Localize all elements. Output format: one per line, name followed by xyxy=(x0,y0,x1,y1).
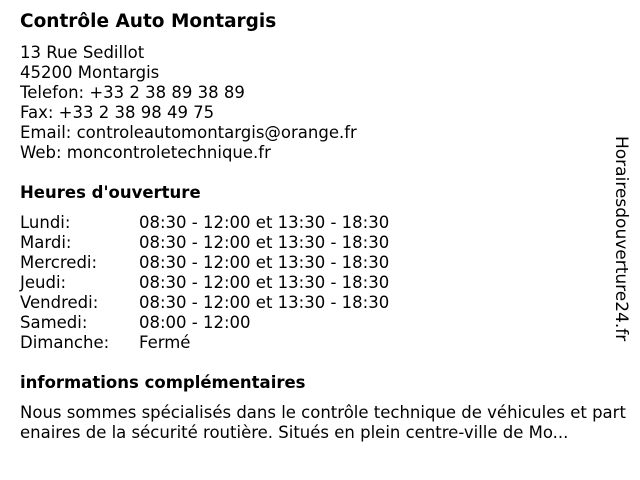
fax-line: Fax: +33 2 38 98 49 75 xyxy=(20,103,215,122)
address-city: 45200 Montargis xyxy=(20,63,160,82)
address-street: 13 Rue Sedillot xyxy=(20,43,145,62)
business-card xyxy=(20,10,630,443)
hours-row-sunday xyxy=(20,333,630,353)
hours-time-value: Fermé xyxy=(139,333,191,352)
hours-day-label: Jeudi: xyxy=(20,273,67,292)
hours-time-value: 08:00 - 12:00 xyxy=(139,313,251,332)
hours-day-label: Mardi: xyxy=(20,233,72,252)
site-watermark: Horairesdouverture24.fr xyxy=(611,136,631,342)
hours-table xyxy=(20,213,630,353)
email-line: Email: controleautomontargis@orange.fr xyxy=(20,123,357,142)
web-line: Web: moncontroletechnique.fr xyxy=(20,143,271,162)
hours-time-value: 08:30 - 12:00 et 13:30 - 18:30 xyxy=(139,213,390,232)
hours-day-label: Dimanche: xyxy=(20,333,110,352)
hours-row-wednesday xyxy=(20,253,630,273)
hours-row-tuesday xyxy=(20,233,630,253)
hours-row-monday xyxy=(20,213,630,233)
info-heading: informations complémentaires xyxy=(20,373,306,392)
hours-time-value: 08:30 - 12:00 et 13:30 - 18:30 xyxy=(139,293,390,312)
hours-time-value: 08:30 - 12:00 et 13:30 - 18:30 xyxy=(139,273,390,292)
hours-row-thursday xyxy=(20,273,630,293)
hours-day-label: Lundi: xyxy=(20,213,71,232)
hours-day-label: Mercredi: xyxy=(20,253,98,272)
hours-heading: Heures d'ouverture xyxy=(20,183,201,202)
phone-line: Telefon: +33 2 38 89 38 89 xyxy=(20,83,245,102)
hours-day-label: Vendredi: xyxy=(20,293,99,312)
hours-row-friday xyxy=(20,293,630,313)
hours-day-label: Samedi: xyxy=(20,313,88,332)
hours-time-value: 08:30 - 12:00 et 13:30 - 18:30 xyxy=(139,253,390,272)
hours-time-value: 08:30 - 12:00 et 13:30 - 18:30 xyxy=(139,233,390,252)
info-description: Nous sommes spécialisés dans le contrôle technique de véhicules et partenaires de la sécurité routière. Situés en plein centre-ville de Mo... xyxy=(20,403,626,442)
hours-row-saturday xyxy=(20,313,630,333)
business-name: Contrôle Auto Montargis xyxy=(20,11,277,32)
